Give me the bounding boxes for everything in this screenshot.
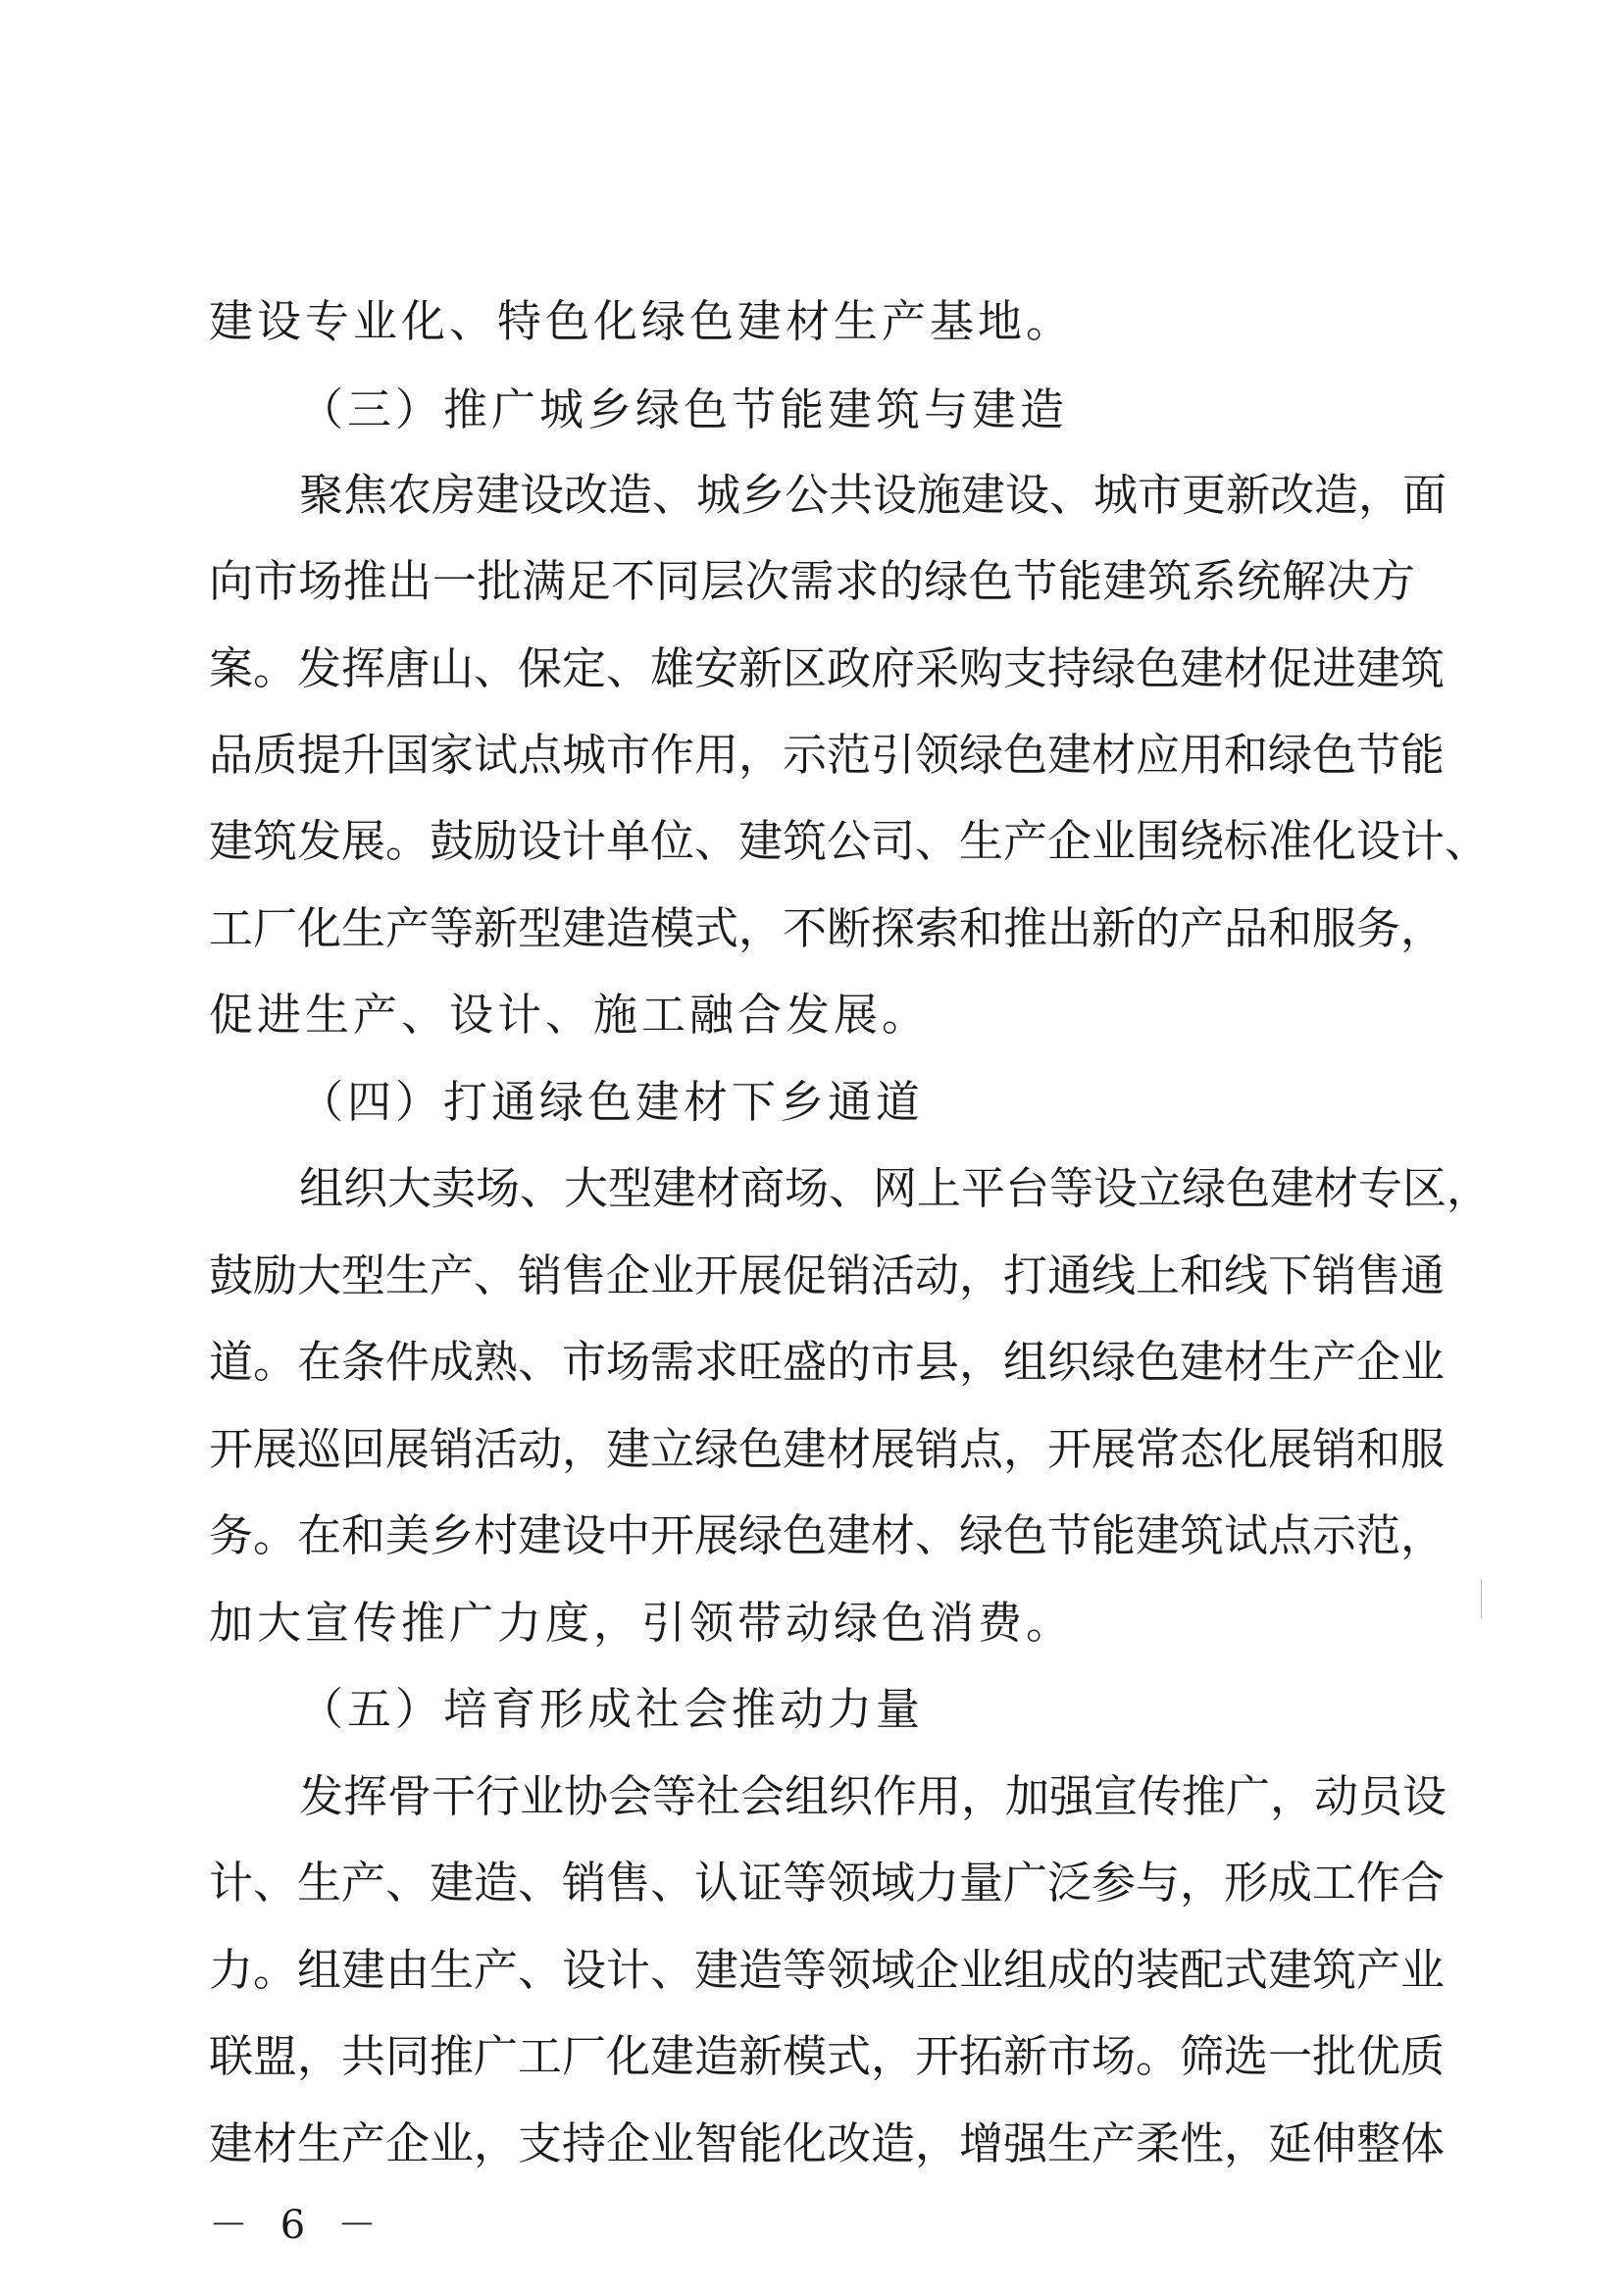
paragraph-line: 建设专业化、特色化绿色建材生产基地。 xyxy=(209,295,1075,347)
paragraph-line: 鼓励大型生产、销售企业开展促销活动，打通线上和线下销售通 xyxy=(209,1249,1446,1301)
paragraph-line: 品质提升国家试点城市作用，示范引领绿色建材应用和绿色节能 xyxy=(209,729,1446,781)
paragraph-line: 开展巡回展销活动，建立绿色建材展销点，开展常态化展销和服 xyxy=(209,1423,1446,1475)
paragraph-line: 建筑发展。鼓励设计单位、建筑公司、生产企业围绕标准化设计、 xyxy=(209,815,1490,867)
section-heading-3: （三）推广城乡绿色节能建筑与建造 xyxy=(299,383,1069,435)
paragraph-line: 发挥骨干行业协会等社会组织作用，加强宣传推广，动员设 xyxy=(299,1770,1447,1822)
paragraph-line: 组织大卖场、大型建材商场、网上平台等设立绿色建材专区， xyxy=(299,1162,1492,1214)
paragraph-line: 务。在和美乡村建设中开展绿色建材、绿色节能建筑试点示范， xyxy=(209,1509,1446,1561)
section-heading-5: （五）培育形成社会推动力量 xyxy=(299,1683,925,1735)
paragraph-line: 聚焦农房建设改造、城乡公共设施建设、城市更新改造，面 xyxy=(299,469,1447,521)
paragraph-line: 加大宣传推广力度，引领带动绿色消费。 xyxy=(209,1597,1075,1649)
paragraph-line: 联盟，共同推广工厂化建造新模式，开拓新市场。筛选一批优质 xyxy=(209,2030,1446,2082)
paragraph-line: 建材生产企业，支持企业智能化改造，增强生产柔性，延伸整体 xyxy=(209,2117,1446,2169)
paragraph-line: 案。发挥唐山、保定、雄安新区政府采购支持绿色建材促进建筑 xyxy=(209,642,1446,694)
paragraph-line: 道。在条件成熟、市场需求旺盛的市县，组织绿色建材生产企业 xyxy=(209,1336,1446,1388)
paragraph-line: 向市场推出一批满足不同层次需求的绿色节能建筑系统解决方 xyxy=(209,555,1415,607)
paragraph-line: 促进生产、设计、施工融合发展。 xyxy=(209,989,931,1041)
paragraph-line: 力。组建由生产、设计、建造等领域企业组成的装配式建筑产业 xyxy=(209,1944,1446,1996)
page-number: － 6 － xyxy=(209,2203,386,2248)
paragraph-line: 工厂化生产等新型建造模式，不断探索和推出新的产品和服务， xyxy=(209,902,1446,954)
paragraph-line: 计、生产、建造、销售、认证等领域力量广泛参与，形成工作合 xyxy=(209,1857,1446,1909)
section-heading-4: （四）打通绿色建材下乡通道 xyxy=(299,1076,925,1128)
scan-artifact xyxy=(1481,1579,1482,1618)
